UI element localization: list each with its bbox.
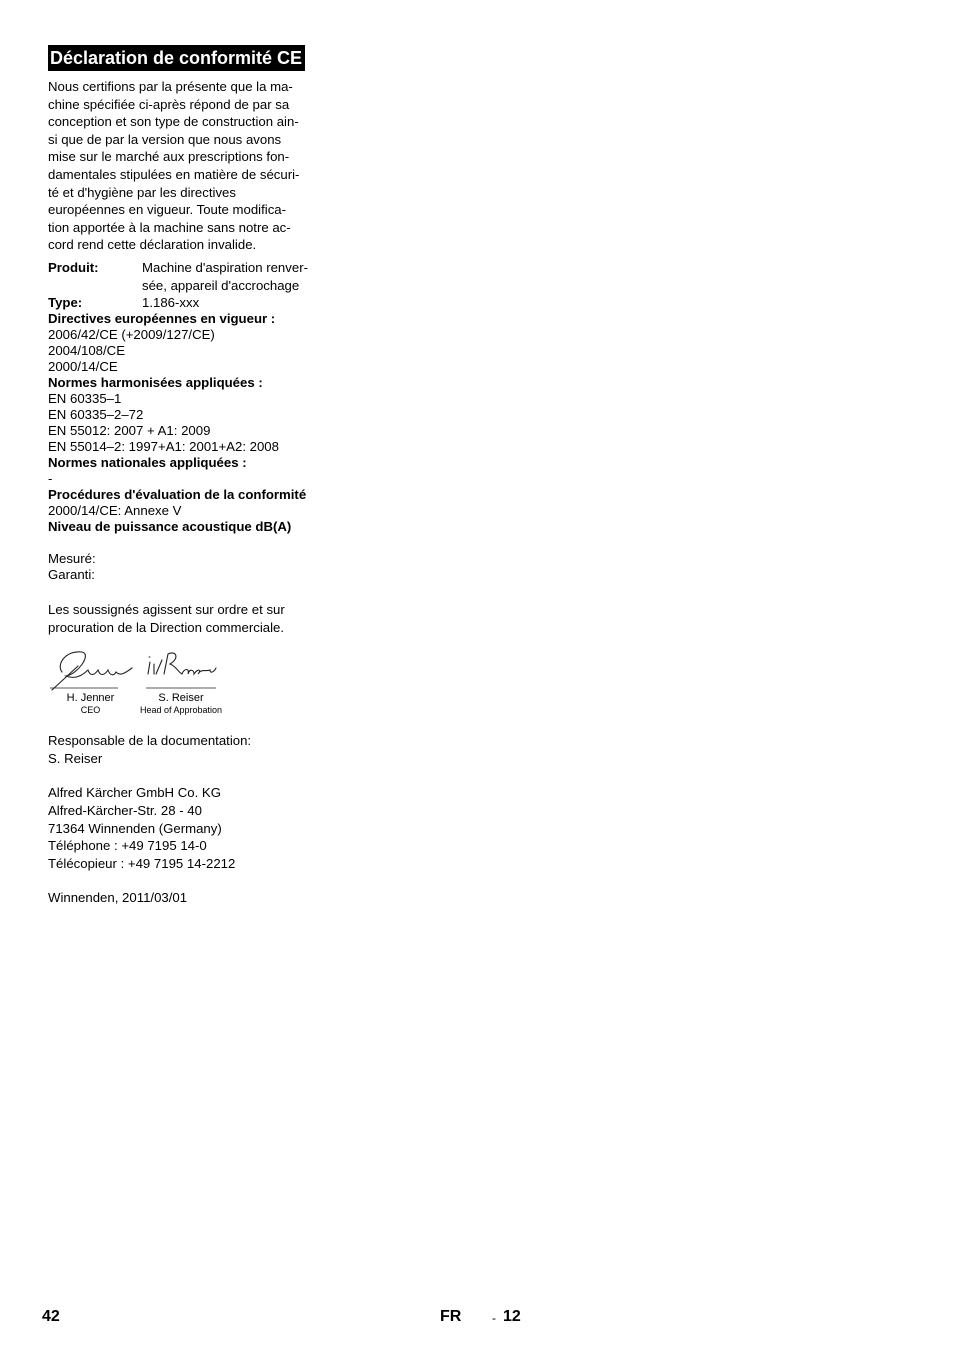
company-address (48, 784, 330, 872)
product-value (142, 259, 308, 295)
reiser-signature-image (136, 646, 226, 692)
directive-item: 2004/108/CE (48, 342, 125, 358)
harmonized-item: EN 55012: 2007 + A1: 2009 (48, 422, 211, 438)
procedures-item: 2000/14/CE: Annexe V (48, 502, 182, 518)
intro-line: mise sur le marché aux prescriptions fon- (48, 149, 290, 165)
intro-line: cord rend cette déclaration invalide. (48, 237, 257, 253)
documentation-block (48, 732, 330, 767)
harmonized-item: EN 60335–2–72 (48, 406, 144, 422)
signature-block (48, 646, 330, 718)
intro-line: si que de par la version que nous avons (48, 131, 282, 147)
place-date: Winnenden, 2011/03/01 (48, 890, 188, 906)
signature-reiser (136, 646, 226, 716)
directive-item: 2000/14/CE (48, 358, 118, 374)
sound-measured: Mesuré: (48, 550, 96, 566)
page-title: Déclaration de conformité CE (48, 45, 305, 71)
signatory-name: H. Jenner (66, 692, 115, 705)
intro-line: Nous certifions par la présente que la ma- (48, 79, 293, 94)
declaration-column (48, 45, 330, 907)
intro-paragraph (48, 78, 330, 254)
spacer (48, 535, 330, 551)
signatory-name: S. Reiser (158, 692, 204, 705)
intro-line: chine spécifiée ci-après répond de par sa (48, 96, 290, 112)
signature-jenner (48, 646, 133, 716)
harmonized-item: EN 60335–1 (48, 390, 122, 406)
sound-heading: Niveau de puissance acoustique dB(A) (48, 518, 292, 534)
procedures-heading: Procédures d'évaluation de la conformité (48, 486, 307, 502)
declaration-facts (48, 259, 330, 583)
harmonized-item: EN 55014–2: 1997+A1: 2001+A2: 2008 (48, 438, 279, 454)
signatory-role: CEO (80, 705, 101, 716)
address-line: 71364 Winnenden (Germany) (48, 820, 222, 836)
intro-line: européennes en vigueur. Toute modifica- (48, 202, 287, 218)
documentation-label: Responsable de la documentation: (48, 733, 252, 749)
product-label: Produit: (48, 259, 99, 275)
intro-line: tion apportée à la machine sans notre ac- (48, 219, 291, 235)
product-value-line: sée, appareil d'accrochage (142, 277, 300, 293)
directives-heading: Directives européennes en vigueur : (48, 310, 276, 326)
type-label: Type: (48, 294, 83, 310)
harmonized-heading: Normes harmonisées appliquées : (48, 374, 263, 390)
jenner-signature-image (48, 646, 133, 692)
signatories-note (48, 601, 330, 636)
address-line: Alfred Kärcher GmbH Co. KG (48, 785, 221, 801)
product-row (48, 259, 330, 295)
product-value-line: Machine d'aspiration renver- (142, 259, 308, 275)
footer-separator: - (492, 1311, 496, 1325)
directive-item: 2006/42/CE (+2009/127/CE) (48, 326, 215, 342)
intro-line: damentales stipulées en matière de sécuri- (48, 166, 300, 182)
type-value: 1.186-xxx (142, 294, 200, 310)
page-number: 42 (42, 1308, 60, 1325)
section-page-number: 12 (503, 1308, 521, 1325)
address-line: Télécopieur : +49 7195 14-2212 (48, 855, 236, 871)
intro-line: conception et son type de construction ain- (48, 114, 299, 130)
national-item: - (48, 470, 53, 486)
note-line: Les soussignés agissent sur ordre et sur (48, 601, 285, 617)
type-row (48, 295, 330, 311)
documentation-name: S. Reiser (48, 750, 103, 766)
signatory-role: Head of Approbation (139, 705, 223, 716)
intro-line: té et d'hygiène par les directives (48, 184, 236, 200)
address-line: Téléphone : +49 7195 14-0 (48, 838, 207, 854)
note-line: procuration de la Direction commerciale. (48, 619, 285, 635)
national-heading: Normes nationales appliquées : (48, 454, 247, 470)
sound-guaranteed: Garanti: (48, 566, 95, 582)
address-line: Alfred-Kärcher-Str. 28 - 40 (48, 802, 202, 818)
language-code: FR (440, 1308, 462, 1325)
